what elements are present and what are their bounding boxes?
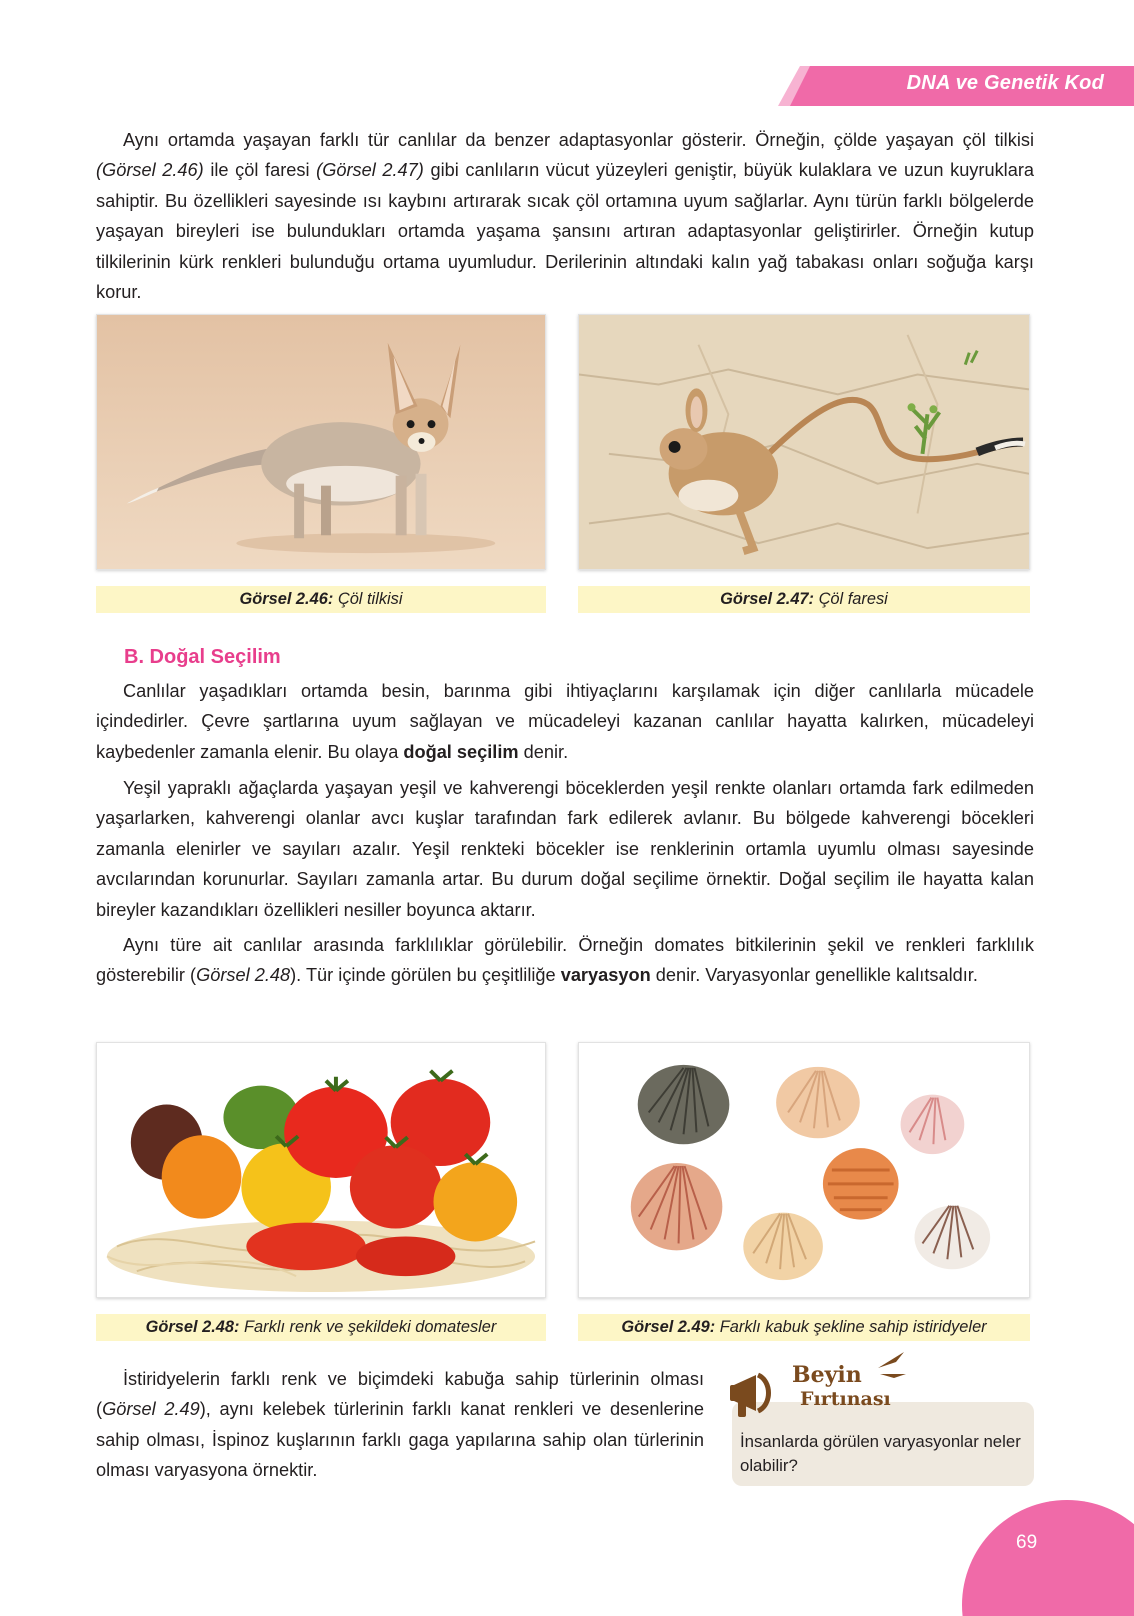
- caption-fig-2-46: [96, 586, 546, 613]
- para2-text-2: denir.: [518, 741, 569, 762]
- caption-text: Çöl faresi: [818, 590, 888, 608]
- caption-text: Farklı renk ve şekildeki domatesler: [244, 1318, 497, 1336]
- para2-text-1: Canlılar yaşadıkları ortamda besin, barınma gibi ihtiyaçlarını karşılamak için diğer canlılarla mücadele içindedirler. Çevre şartlarına uyum sağlayan ve mücadeleyi kazanan canlılar hayatta kalırken, mücadeleyi kaybedenler zamanla elenir. Bu olaya: [96, 681, 1034, 762]
- term-variation: varyasyon: [560, 965, 651, 986]
- section-title: B. Doğal Seçilim: [124, 646, 281, 668]
- brainstorm-question: İnsanlarda görülen varyasyonlar neler olabilir?: [740, 1432, 1021, 1475]
- paragraph-shells: [96, 1364, 704, 1486]
- para4-text-3: denir. Varyasyonlar genellikle kalıtsaldır.: [650, 965, 978, 986]
- para1-ref-47: (Görsel 2.47): [316, 160, 424, 181]
- chapter-title: DNA ve Genetik Kod: [906, 72, 1104, 94]
- brainstorm-label-2: Fırtınası: [800, 1388, 891, 1410]
- para3-text: Yeşil yapraklı ağaçlarda yaşayan yeşil ve kahverengi böceklerden yeşil renkte olanları ortamda fark edilmeden yaşarlarken, kahverengi olanlar avcı kuşlar tarafından fark edilerek avlanır. Bu bölgede kahverengi böcekleri zamanla elenirler ve sayıları azalır. Yeşil renkteki böcekler ise renklerinin ortamla uyumlu olması sayesinde avcılarından korunurlar. Sayıları zamanla artar. Bu durum doğal seçilime örnektir. Doğal seçilim ile hayatta kalan bireyler kazandıkları özellikleri nesiller boyunca aktarır.: [96, 778, 1034, 920]
- para4-text-1: Aynı türe ait canlılar arasında farklılıklar görülebilir. Örneğin domates bitkilerinin şekil ve renkleri farklılık gösterebilir (: [96, 935, 1034, 986]
- para5-text-1: İstiridyelerin farklı renk ve biçimdeki kabuğa sahip türlerinin olması (: [96, 1369, 704, 1420]
- para4-text-2: ). Tür içinde görülen bu çeşitliliğe: [290, 965, 561, 986]
- photo-desert-fox: [96, 314, 546, 570]
- caption-text: Çöl tilkisi: [337, 590, 403, 608]
- sparkle-icon: [874, 1348, 910, 1382]
- caption-label: Görsel 2.46:: [239, 590, 334, 608]
- page-number: 69: [1016, 1532, 1038, 1553]
- para5-text-2: ), aynı kelebek türlerinin farklı kanat renkleri ve desenlerine sahip olması, İspinoz kuşlarının farklı gaga yapılarına sahip olan türlerinin olması varyasyona örnektir.: [96, 1399, 704, 1481]
- paragraph-adaptation: [96, 125, 1034, 307]
- caption-label: Görsel 2.47:: [720, 590, 815, 608]
- paragraph-variation: [96, 930, 1034, 991]
- caption-fig-2-48: [96, 1314, 546, 1341]
- caption-text: Farklı kabuk şekline sahip istiridyeler: [719, 1318, 987, 1336]
- photo-tomatoes: [96, 1042, 546, 1298]
- caption-fig-2-47: [578, 586, 1030, 613]
- para1-text-2: ile çöl faresi: [203, 160, 317, 181]
- photo-shells: [578, 1042, 1030, 1298]
- para1-text-3: gibi canlıların vücut yüzeyleri geniştir, büyük kulaklara ve uzun kuyruklara sahiptir. Bu özellikleri sayesinde ısı kaybını artırarak sıcak çöl ortamına uyum sağlarlar. Aynı türün farklı bölgelerde yaşayan bireyleri ise bulundukları ortamda yaşama şansını artıran adaptasyonlar geliştirirler. Örneğin kutup tilkilerinin kürk renkleri bulunduğu ortama uyumludur. Derilerinin altındaki kalın yağ tabakası onları soğuğa karşı korur.: [96, 160, 1034, 303]
- caption-label: Görsel 2.48:: [145, 1318, 240, 1336]
- page-number-badge: [962, 1500, 1134, 1616]
- para1-ref-46: (Görsel 2.46): [96, 160, 204, 181]
- paragraph-beetles: [96, 773, 1034, 925]
- caption-label: Görsel 2.49:: [621, 1318, 716, 1336]
- caption-fig-2-49: [578, 1314, 1030, 1341]
- para5-ref-49: Görsel 2.49: [102, 1399, 200, 1420]
- para4-ref-48: Görsel 2.48: [196, 965, 291, 986]
- para1-text-1: Aynı ortamda yaşayan farklı tür canlılar da benzer adaptasyonlar gösterir. Örneğin, çölde yaşayan çöl tilkisi: [123, 130, 1034, 150]
- paragraph-natural-selection: [96, 676, 1034, 767]
- brainstorm-label-1: Beyin: [792, 1362, 862, 1388]
- term-natural-selection: doğal seçilim: [403, 741, 519, 762]
- megaphone-icon: [728, 1367, 790, 1423]
- photo-jerboa: [578, 314, 1030, 570]
